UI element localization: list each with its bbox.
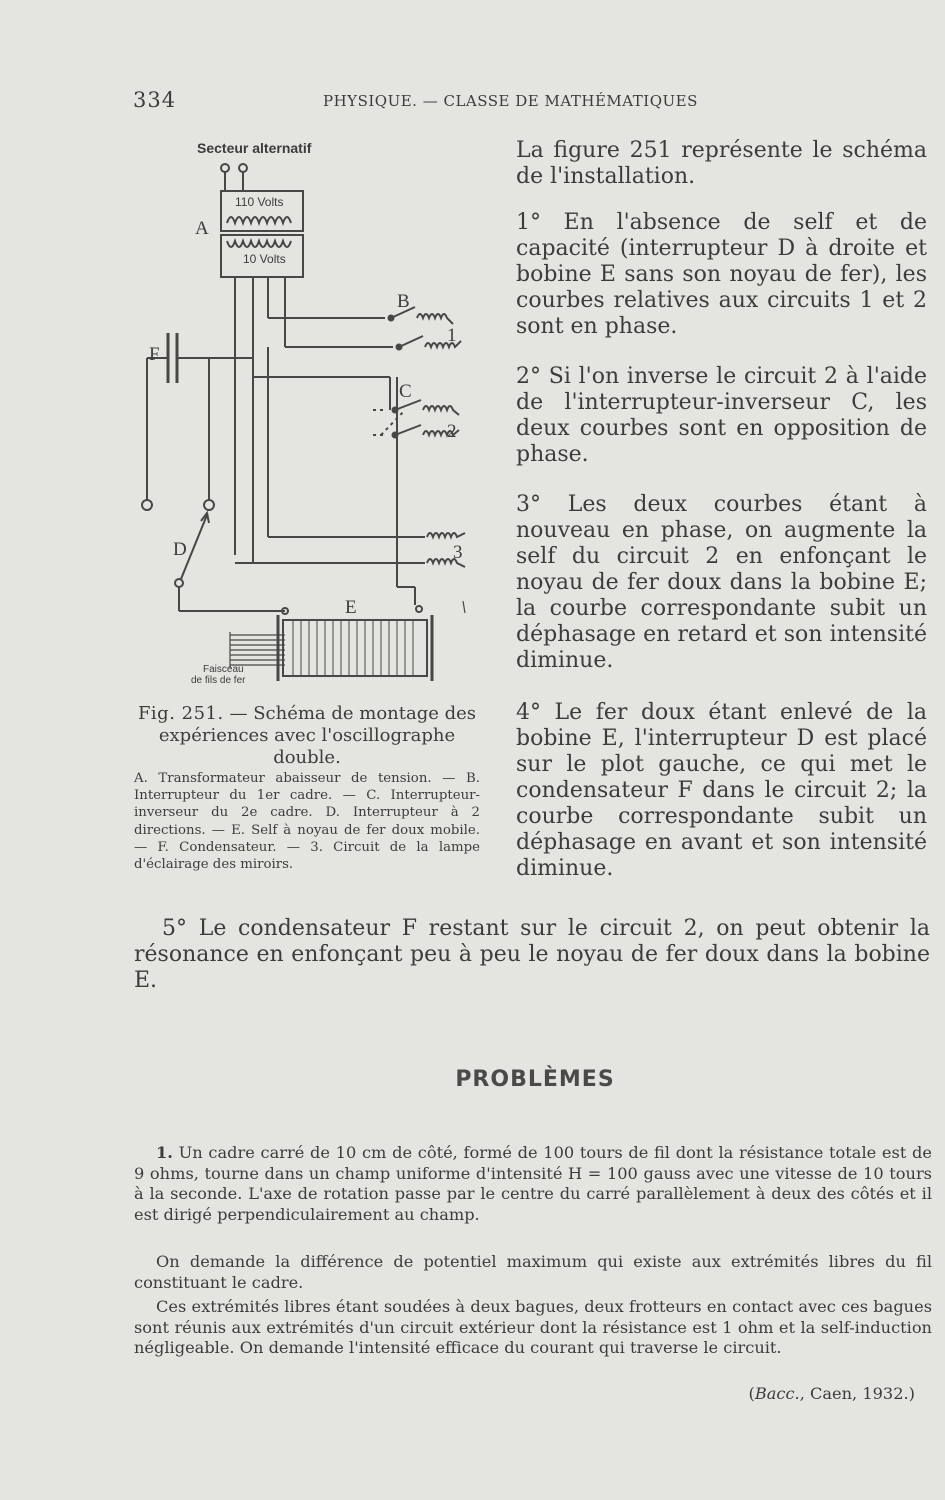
source-exam: Bacc. xyxy=(754,1384,800,1403)
problem-1-followup: Ces extrémités libres étant soudées à deux bagues, deux frotteurs en contact avec ces bagues sont réunis aux extrémités d'un circuit extérieur dont la résistance est 1 ohm et la self-induction négligeable. On demande l'intensité efficace du courant qui traverse le circuit. xyxy=(134,1297,932,1357)
label-2: 2 xyxy=(447,421,457,442)
label-e: E xyxy=(345,597,357,618)
inverter-c-blade xyxy=(395,425,421,435)
figure-legend: A. Transformateur abaisseur de tension. — B. Interrupteur du 1er cadre. — C. Interrupteur-inverseur du 2e cadre. D. Interrupteur à 2 directions. — E. Self à noyau de fer doux mobile. — F. Condensateur. — 3. Circuit de la lampe d'éclairage des miroirs. xyxy=(134,771,480,873)
label-110-volts: 110 Volts xyxy=(235,195,284,209)
transformer-secondary-coil xyxy=(227,241,291,247)
label-secteur: Secteur alternatif xyxy=(197,140,312,156)
label-a: A xyxy=(195,218,209,239)
paragraph-item-4: 4° Le fer doux étant enlevé de la bobine E, l'interrupteur D est placé sur le plot gauche, ce qui met le condensateur F dans le circuit 2; la courbe correspondante subit un déphasage en avant et son intensité diminue. xyxy=(516,700,927,881)
label-d: D xyxy=(173,539,187,560)
figure-caption-text: — Schéma de montage des expériences avec l'oscillographe double. xyxy=(158,703,477,768)
label-fils-de-fer: de fils de fer xyxy=(191,675,246,686)
label-faisceau: Faisceau xyxy=(203,664,244,675)
figure-caption xyxy=(134,703,480,769)
running-title: PHYSIQUE. — CLASSE DE MATHÉMATIQUES xyxy=(323,92,698,110)
paragraph-item-5: 5° Le condensateur F restant sur le circuit 2, on peut obtenir la résonance en enfonçant peu à peu le noyau de fer doux dans la bobine E. xyxy=(134,916,930,993)
paragraph-item-3: 3° Les deux courbes étant à nouveau en phase, on augmente la self du circuit 2 en enfonçant le noyau de fer doux dans la bobine E; la courbe correspondante subit un déphasage en retard et son intensité diminue. xyxy=(516,492,927,673)
page-header xyxy=(133,88,915,116)
label-1: 1 xyxy=(447,325,457,346)
switch-d-right-stud xyxy=(204,500,214,510)
problem-number: 1. xyxy=(156,1143,173,1162)
paragraph-item-2: 2° Si l'on inverse le circuit 2 à l'aide de l'interrupteur-inverseur C, les deux courbes sont en opposition de phase. xyxy=(516,364,927,467)
label-10-volts: 10 Volts xyxy=(243,252,286,266)
problem-1-text: Un cadre carré de 10 cm de côté, formé de 100 tours de fil dont la résistance totale est de 9 ohms, tourne dans un champ uniforme d'intensité H = 100 gauss avec une vitesse de 10 tours à la seconde. L'axe de rotation passe par le centre du carré parallèlement à deux des côtés et il est dirigé perpendiculairement au champ. xyxy=(134,1143,932,1224)
problem-source: (Bacc., Caen, 1932.) xyxy=(748,1384,915,1403)
frame-coil-2 xyxy=(423,406,459,415)
source-detail: , Caen, 1932. xyxy=(799,1384,909,1403)
switch-d-left-stud xyxy=(142,500,152,510)
paragraph-intro: La figure 251 représente le schéma de l'installation. xyxy=(516,138,927,189)
circuit-figure xyxy=(135,135,495,695)
problems-heading: PROBLÈMES xyxy=(455,1067,615,1092)
circuit-diagram xyxy=(135,135,495,695)
label-c: C xyxy=(399,381,412,402)
label-f: F xyxy=(149,344,160,365)
mains-terminal xyxy=(239,164,247,172)
label-3: 3 xyxy=(453,542,463,563)
switch-b-blade xyxy=(399,336,423,347)
problem-1 xyxy=(134,1143,932,1225)
lamp-circuit-3 xyxy=(427,533,465,537)
paragraph-item-1: 1° En l'absence de self et de capacité (interrupteur D à droite et bobine E sans son noyau de fer), les courbes relatives aux circuits 1 et 2 sont en phase. xyxy=(516,210,927,339)
problem-1-question: On demande la différence de potentiel maximum qui existe aux extrémités libres du fil constituant le cadre. xyxy=(134,1252,932,1292)
page-number: 334 xyxy=(133,88,177,112)
figure-number: Fig. 251. xyxy=(137,703,224,724)
label-b: B xyxy=(397,291,410,312)
transformer-primary-coil xyxy=(227,217,291,223)
frame-coil-1 xyxy=(417,314,453,324)
mains-terminal xyxy=(221,164,229,172)
